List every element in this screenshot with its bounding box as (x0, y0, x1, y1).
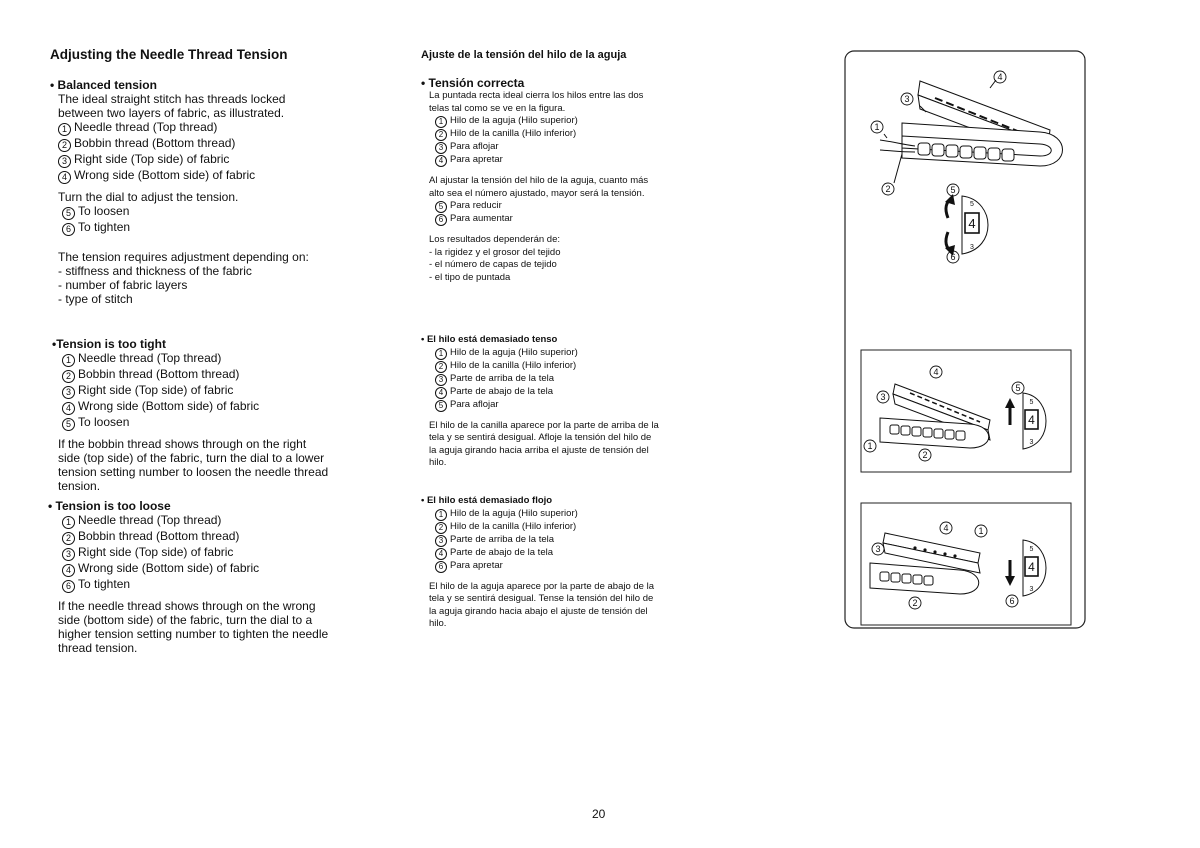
en-balanced-intro (50, 92, 309, 120)
es-tight-text-row (429, 457, 659, 470)
loose-dial-number: 4 (1028, 560, 1035, 574)
circled-number-marker: 6 (62, 223, 75, 236)
list-row-text: Wrong side (Bottom side) of fabric (78, 399, 260, 413)
es-dial-items-row (435, 200, 648, 213)
list-row-text: side (bottom side) of the fabric, turn the dial to a (58, 613, 313, 627)
en-tight-text-row (58, 465, 328, 479)
circled-number-marker: 6 (62, 580, 75, 593)
circled-number-marker: 1 (62, 354, 75, 367)
list-row-text: Hilo de la aguja (Hilo superior) (450, 507, 578, 519)
es-tight-items-row (435, 386, 659, 399)
es-balanced-items-row (435, 115, 648, 128)
list-row-text: Para aflojar (450, 398, 499, 410)
list-row-text: thread tension. (58, 641, 138, 655)
loose-tighten-arrow-icon (1005, 576, 1015, 586)
en-requires-list-row (58, 292, 309, 306)
list-row-text: tension. (58, 479, 101, 493)
list-row-text: Parte de abajo de la tela (450, 546, 553, 558)
list-row-text: alto sea el número ajustado, mayor será la tensión. (429, 187, 645, 199)
circled-number-marker: 4 (435, 155, 447, 167)
en-tight-text-row (58, 451, 328, 465)
list-row-text: telas tal como se ve en la figura. (429, 102, 566, 114)
loose-marker-2: 2 (912, 598, 918, 608)
circled-number-marker: 2 (62, 532, 75, 545)
list-row-text: Bobbin thread (Bottom thread) (78, 529, 240, 543)
es-balanced-items-row (435, 128, 648, 141)
list-row-text: Hilo de la canilla (Hilo inferior) (450, 128, 577, 139)
loose-marker-4: 4 (943, 523, 949, 533)
en-loose-section (48, 499, 328, 655)
en-tight-text-row (58, 437, 328, 451)
balanced-marker-4: 4 (997, 72, 1003, 82)
tight-dial-number-top: 5 (1029, 399, 1034, 406)
es-balanced-intro (421, 90, 648, 115)
en-balanced-intro-row (58, 92, 309, 106)
loose-marker-3: 3 (875, 544, 881, 554)
tension-illustration-panel (840, 48, 1095, 633)
circled-number-marker: 2 (62, 370, 75, 383)
en-balanced-heading: • Balanced tension (50, 78, 157, 92)
en-loose-text-row (58, 641, 328, 655)
en-loose-items-row (62, 545, 328, 561)
tight-fabric-figure (880, 384, 990, 448)
en-tight-text-row (58, 479, 328, 493)
circled-number-marker: 4 (435, 387, 447, 399)
es-tight-items-row (435, 399, 659, 412)
es-results-list-row (429, 234, 648, 247)
es-dial-items-row (435, 213, 648, 226)
en-loose-heading: • Tension is too loose (48, 499, 171, 513)
en-loose-text-row (58, 613, 328, 627)
list-row-text: Needle thread (Top thread) (74, 120, 218, 134)
loose-marker-1: 1 (978, 526, 984, 536)
list-row-text: tension setting number to loosen the needle thread (58, 465, 329, 479)
es-tight-items-row (435, 373, 659, 386)
tight-dial-number-bottom: 3 (1029, 439, 1034, 446)
es-dial-text-row (429, 188, 648, 201)
es-results-list-row (429, 272, 648, 285)
circled-number-marker: 4 (62, 564, 75, 577)
list-row-text: El hilo de la canilla aparece por la parte de arriba de la (429, 419, 659, 431)
es-dial-text (421, 175, 648, 200)
balanced-dial-number-top: 5 (970, 201, 974, 208)
list-row-text: tela y se sentirá desigual. Afloje la tensión del hilo de (429, 432, 652, 443)
circled-number-marker: 6 (435, 214, 447, 226)
circled-number-marker: 5 (62, 207, 75, 220)
es-balanced-items-row (435, 154, 648, 167)
list-row-text: la aguja girando hacia arriba el ajuste de tensión del (429, 444, 649, 456)
balanced-marker-3: 3 (904, 94, 910, 104)
es-loose-text-row (429, 593, 654, 606)
list-row-text: The tension requires adjustment depending on: (58, 250, 309, 264)
es-results-list-row (429, 247, 648, 260)
es-balanced-intro-row (429, 90, 648, 103)
list-row-text: Para apretar (450, 154, 503, 165)
en-dial-text: Turn the dial to adjust the tension. (58, 190, 239, 204)
list-row-text: Bobbin thread (Bottom thread) (74, 136, 236, 150)
list-row-text: Para aflojar (450, 141, 499, 152)
loose-dial-number-bottom: 3 (1029, 586, 1034, 593)
en-requires-list (50, 250, 309, 306)
list-row-text: Hilo de la canilla (Hilo inferior) (450, 520, 577, 532)
list-row-text: Al ajustar la tensión del hilo de la aguja, cuanto más (429, 175, 649, 186)
circled-number-marker: 1 (435, 116, 447, 128)
tight-marker-2: 2 (922, 450, 928, 460)
tight-marker-4: 4 (933, 367, 939, 377)
es-tight-section (421, 334, 659, 470)
page-number: 20 (592, 807, 606, 821)
list-row-text: Para reducir (450, 200, 502, 211)
balanced-dial-number-bottom: 3 (970, 244, 974, 251)
es-loose-items-row (435, 534, 654, 547)
list-row-text: la aguja girando hacia abajo el ajuste de tensión del (429, 605, 648, 617)
circled-number-marker: 2 (58, 139, 71, 152)
es-tight-text-row (429, 420, 659, 433)
circled-number-marker: 1 (62, 516, 75, 529)
en-balanced-items-row (58, 168, 309, 184)
en-requires-list-row (58, 278, 309, 292)
es-tight-items-row (435, 347, 659, 360)
es-results-list-row (429, 259, 648, 272)
list-row-text: Parte de arriba de la tela (450, 533, 555, 545)
es-loose-items-row (435, 508, 654, 521)
es-dial-items (421, 200, 648, 226)
es-balanced-section (421, 76, 648, 284)
list-row-text: - la rigidez y el grosor del tejido (429, 246, 561, 258)
circled-number-marker: 2 (435, 522, 447, 534)
en-loose-items-row (62, 577, 328, 593)
list-row-text: La puntada recta ideal cierra los hilos entre las dos (429, 90, 644, 101)
circled-number-marker: 1 (435, 348, 447, 360)
circled-number-marker: 3 (58, 155, 71, 168)
tight-marker-5: 5 (1015, 383, 1021, 393)
en-dial-items-row (62, 220, 309, 236)
en-tight-items-row (62, 399, 328, 415)
es-balanced-heading: • Tensión correcta (421, 76, 525, 90)
list-row-text: Right side (Top side) of fabric (78, 545, 234, 559)
es-results-list (421, 234, 648, 284)
en-page-title: Adjusting the Needle Thread Tension (50, 47, 288, 62)
es-loose-items-row (435, 547, 654, 560)
list-row-text: Para aumentar (450, 213, 513, 224)
en-tight-heading: •Tension is too tight (52, 337, 166, 351)
circled-number-marker: 6 (435, 561, 447, 573)
list-row-text: Hilo de la canilla (Hilo inferior) (450, 359, 577, 371)
tight-marker-3: 3 (880, 392, 886, 402)
list-row-text: To tighten (78, 220, 131, 234)
en-loose-items-row (62, 513, 328, 529)
list-row-text: Needle thread (Top thread) (78, 351, 222, 365)
en-tight-items-row (62, 383, 328, 399)
list-row-text: To loosen (78, 204, 130, 218)
es-tight-text-row (429, 432, 659, 445)
balanced-marker-1: 1 (874, 122, 880, 132)
list-row-text: To tighten (78, 577, 131, 591)
es-loose-items-row (435, 560, 654, 573)
list-row-text: Wrong side (Bottom side) of fabric (74, 168, 256, 182)
circled-number-marker: 4 (58, 171, 71, 184)
list-row-text: El hilo de la aguja aparece por la parte de abajo de la (429, 580, 654, 592)
en-tight-section (52, 337, 328, 493)
circled-number-marker: 5 (62, 418, 75, 431)
es-loose-text (421, 581, 654, 631)
en-loose-items-row (62, 561, 328, 577)
list-row-text: Parte de arriba de la tela (450, 372, 555, 384)
en-tight-items-row (62, 367, 328, 383)
en-requires-list-row (58, 264, 309, 278)
es-balanced-items (421, 115, 648, 167)
list-row-text: - type of stitch (58, 292, 133, 306)
balanced-tension-dial (945, 184, 988, 263)
es-page-title: Ajuste de la tensión del hilo de la aguja (421, 49, 627, 61)
list-row-text: Parte de abajo de la tela (450, 385, 553, 397)
es-tight-text-row (429, 445, 659, 458)
dial-marker-5: 5 (950, 185, 956, 195)
list-row-text: - el número de capas de tejido (429, 259, 557, 270)
list-row-text: - el tipo de puntada (429, 271, 511, 283)
en-balanced-section (50, 78, 309, 306)
en-balanced-items-row (58, 136, 309, 152)
en-loose-items-row (62, 529, 328, 545)
es-tight-items-row (435, 360, 659, 373)
list-row-text: If the bobbin thread shows through on the right (58, 437, 307, 451)
en-balanced-items-row (58, 120, 309, 136)
es-tight-items (421, 347, 659, 412)
list-row-text: Para apretar (450, 559, 503, 571)
list-row-text: higher tension setting number to tighten the needle (58, 627, 329, 641)
tight-marker-1: 1 (867, 441, 873, 451)
list-row-text: hilo. (429, 457, 447, 468)
list-row-text: Needle thread (Top thread) (78, 513, 222, 527)
list-row-text: Right side (Top side) of fabric (74, 152, 230, 166)
en-dial-items-row (62, 204, 309, 220)
circled-number-marker: 3 (435, 142, 447, 154)
list-row-text: - number of fabric layers (58, 278, 188, 292)
circled-number-marker: 3 (62, 548, 75, 561)
circled-number-marker: 1 (58, 123, 71, 136)
es-balanced-intro-row (429, 103, 648, 116)
tight-loosen-arrow-icon (1005, 398, 1015, 408)
loose-fabric-figure (870, 533, 980, 594)
loose-dial-number-top: 5 (1029, 546, 1034, 553)
loose-tension-dial (1005, 540, 1046, 607)
es-loose-text-row (429, 606, 654, 619)
list-row-text: Wrong side (Bottom side) of fabric (78, 561, 260, 575)
list-row-text: Bobbin thread (Bottom thread) (78, 367, 240, 381)
balanced-marker-2: 2 (885, 184, 891, 194)
list-row-text: - stiffness and thickness of the fabric (58, 264, 252, 278)
es-loose-items-row (435, 521, 654, 534)
es-loose-items (421, 508, 654, 573)
loose-marker-6: 6 (1009, 596, 1015, 606)
en-tight-items-row (62, 351, 328, 367)
es-loose-section (421, 495, 654, 631)
dial-marker-6: 6 (950, 252, 956, 262)
circled-number-marker: 1 (435, 509, 447, 521)
es-dial-text-row (429, 175, 648, 188)
circled-number-marker: 5 (435, 201, 447, 213)
list-row-text: side (top side) of the fabric, turn the dial to a lower (58, 451, 325, 465)
circled-number-marker: 2 (435, 361, 447, 373)
circled-number-marker: 3 (435, 374, 447, 386)
es-loose-text-row (429, 581, 654, 594)
en-dial-items (50, 204, 309, 236)
list-row-text: hilo. (429, 618, 447, 629)
circled-number-marker: 5 (435, 400, 447, 412)
en-loose-text-row (58, 599, 328, 613)
en-loose-items (48, 513, 328, 593)
es-loose-heading: • El hilo está demasiado flojo (421, 495, 553, 506)
circled-number-marker: 3 (435, 535, 447, 547)
list-row-text: Hilo de la aguja (Hilo superior) (450, 115, 578, 126)
en-requires-list-row (58, 250, 309, 264)
es-loose-text-row (429, 618, 654, 631)
en-tight-items-row (62, 415, 328, 431)
es-balanced-items-row (435, 141, 648, 154)
list-row-text: Right side (Top side) of fabric (78, 383, 234, 397)
list-row-text: To loosen (78, 415, 130, 429)
list-row-text: Hilo de la aguja (Hilo superior) (450, 346, 578, 358)
en-balanced-items-row (58, 152, 309, 168)
list-row-text: between two layers of fabric, as illustrated. (58, 106, 285, 120)
circled-number-marker: 2 (435, 129, 447, 141)
en-tight-text (52, 437, 328, 493)
list-row-text: tela y se sentirá desigual. Tense la tensión del hilo de (429, 593, 654, 604)
list-row-text: If the needle thread shows through on the wrong (58, 599, 316, 613)
circled-number-marker: 4 (435, 548, 447, 560)
en-loose-text-row (58, 627, 328, 641)
en-tight-items (52, 351, 328, 431)
list-row-text: The ideal straight stitch has threads locked (58, 92, 286, 106)
tight-tension-dial (1005, 382, 1046, 449)
en-loose-text (48, 599, 328, 655)
es-tight-text (421, 420, 659, 470)
circled-number-marker: 3 (62, 386, 75, 399)
tight-dial-number: 4 (1028, 413, 1035, 427)
es-tight-heading: • El hilo está demasiado tenso (421, 334, 558, 345)
balanced-dial-number: 4 (968, 216, 976, 231)
circled-number-marker: 4 (62, 402, 75, 415)
en-balanced-intro-row (58, 106, 309, 120)
en-balanced-items (50, 120, 309, 184)
list-row-text: Los resultados dependerán de: (429, 234, 560, 245)
